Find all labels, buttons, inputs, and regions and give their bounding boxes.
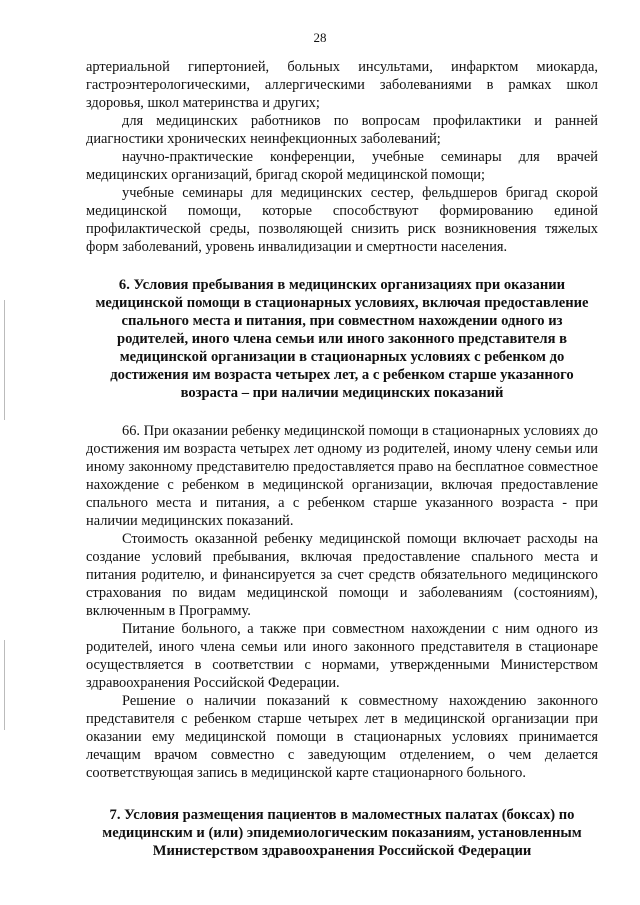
paragraph: научно-практические конференции, учебные семинары для врачей медицинских организаций, бригад скорой медицинской помощи; — [86, 149, 598, 183]
paragraph: Питание больного, а также при совместном нахождении с ним одного из родителей, иного члена семьи или иного законного представителя в стационаре осуществляется в соответствии с нормами, утвержденными Министерством здравоохранения Российской Федерации. — [86, 621, 598, 691]
paragraph: для медицинских работников по вопросам профилактики и ранней диагностики хронических неинфекционных заболеваний; — [86, 113, 598, 147]
section-7-heading: 7. Условия размещения пациентов в маломестных палатах (боксах) по медицинским и (или) эпидемиологическим показаниям, установленным Министерством здравоохранения Российской Федерации — [102, 807, 582, 859]
section-6-heading: 6. Условия пребывания в медицинских организациях при оказании медицинской помощи в стационарных условиях, включая предоставление спального места и питания, при совместном нахождении одного из родителей, иного члена семьи или иного законного представителя в медицинской организации в стационарных условиях с ребенком до достижения им возраста четырех лет, а с ребенком старше указанного возраста – при наличии медицинских показаний — [95, 277, 589, 401]
page-number: 28 — [313, 30, 327, 45]
paragraph: Решение о наличии показаний к совместному нахождению законного представителя с ребенком старше четырех лет в медицинской организации при оказании ему медицинской помощи в стационарных условиях принимается лечащим врачом совместно с заведующим отделением, о чем делается соответствующая запись в медицинской карте стационарного больного. — [86, 693, 598, 781]
paragraph: учебные семинары для медицинских сестер, фельдшеров бригад скорой медицинской помощи, которые способствуют формированию единой профилактической среды, позволяющей снизить риск возникновения тяжелых форм заболеваний, уровень инвалидизации и смертности населения. — [86, 185, 598, 255]
paragraph: артериальной гипертонией, больных инсультами, инфарктом миокарда, гастроэнтерологическими, аллергическими заболеваниями в рамках школ здоровья, школ материнства и других; — [86, 59, 598, 111]
scan-edge-mark — [4, 640, 5, 730]
paragraph: 66. При оказании ребенку медицинской помощи в стационарных условиях до достижения им возраста четырех лет одному из родителей, иному члену семьи или иному законному представителю предоставляется право на бесплатное совместное нахождение с ребенком в медицинской организации, включая предоставление спального места и питания, а с ребенком старше указанного возраста - при наличии медицинских показаний. — [86, 423, 598, 529]
document-body — [86, 58, 598, 860]
scan-edge-mark — [4, 300, 5, 420]
paragraph: Стоимость оказанной ребенку медицинской помощи включает расходы на создание условий пребывания, включая предоставление спального места и питания родителю, и финансируется за счет средств обязательного медицинского страхования по видам медицинской помощи и заболеваниям (состояниям), включенным в Программу. — [86, 531, 598, 619]
